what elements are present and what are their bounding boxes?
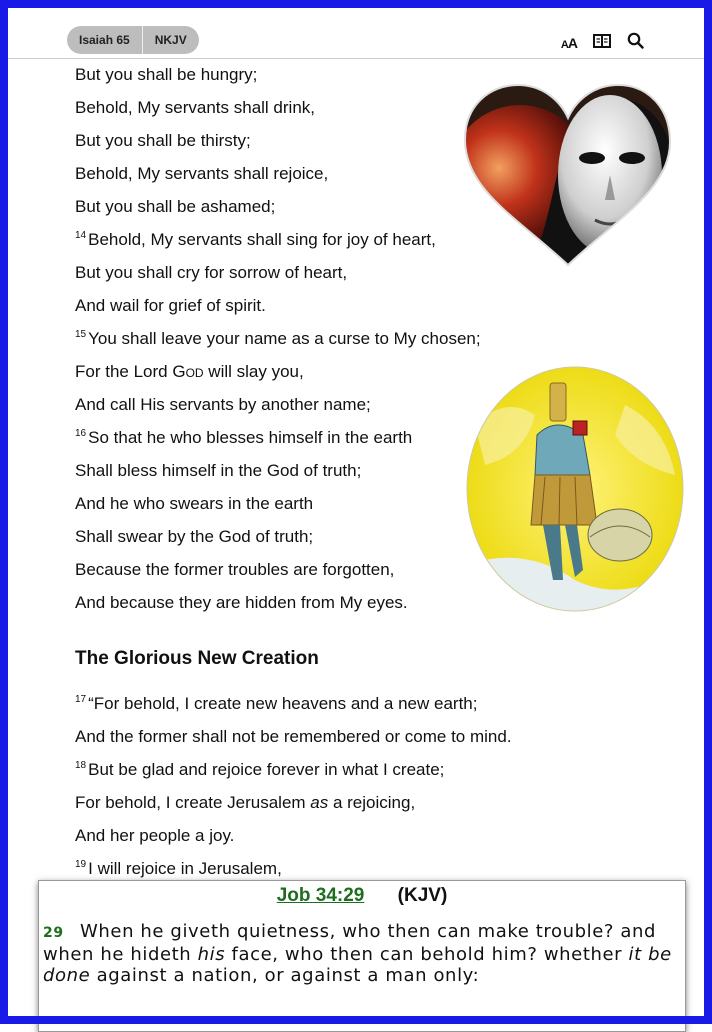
section-heading: The Glorious New Creation xyxy=(75,648,319,669)
verse-text: But you shall cry for sorrow of heart, xyxy=(75,263,348,282)
verse-text: Because the former troubles are forgotten, xyxy=(75,560,395,579)
text-size-icon[interactable]: AA xyxy=(560,34,577,51)
verse-number: 19 xyxy=(75,859,87,871)
verse-number: 14 xyxy=(75,230,87,242)
figure-medallion-image xyxy=(465,365,685,613)
version-button[interactable]: NKJV xyxy=(154,33,187,47)
kjv-text-segment: When he giveth quietness, who then can make trouble? and when he hideth xyxy=(43,921,657,965)
kjv-verse-card xyxy=(38,880,686,1032)
verse-text: But be glad and rejoice forever in what I create; xyxy=(88,760,445,779)
verse-text: Behold, My servants shall drink, xyxy=(75,98,315,117)
passage-selector[interactable] xyxy=(67,26,199,54)
verse-text: “For behold, I create new heavens and a new earth; xyxy=(88,694,478,713)
verse-line xyxy=(75,786,635,819)
verse-text: And her people a joy. xyxy=(75,826,235,845)
search-icon[interactable] xyxy=(627,32,644,53)
kjv-verse-text xyxy=(39,907,685,986)
verse-text: But you shall be hungry; xyxy=(75,65,258,84)
verse-text: I will rejoice in Jerusalem, xyxy=(88,859,282,878)
verse-number: 16 xyxy=(75,428,87,440)
verse-line xyxy=(75,819,635,852)
verse-number: 17 xyxy=(75,694,87,706)
verse-text: Behold, My servants shall sing for joy of heart, xyxy=(88,230,436,249)
spacer xyxy=(75,679,635,687)
verse-text: Shall swear by the God of truth; xyxy=(75,527,314,546)
verse-text: You shall leave your name as a curse to My chosen; xyxy=(88,329,481,348)
verse-text: So that he who blesses himself in the earth xyxy=(88,428,413,447)
kjv-card-title xyxy=(39,885,685,907)
verse-text: And because they are hidden from My eyes. xyxy=(75,593,408,612)
verse-text: For the Lord G xyxy=(75,362,186,381)
book-chapter-button[interactable]: Isaiah 65 xyxy=(79,33,130,47)
reader-toolbar xyxy=(8,8,704,59)
kjv-text-segment: face, who then can behold him? whether xyxy=(225,944,629,965)
verse-line-numbered xyxy=(75,753,635,786)
kjv-italic-text: his xyxy=(197,944,226,965)
verse-text: And he who swears in the earth xyxy=(75,494,314,513)
kjv-reference-link[interactable]: Job 34:29 xyxy=(276,885,365,906)
verse-line xyxy=(75,289,635,322)
verse-number: 15 xyxy=(75,329,87,341)
verse-text: Behold, My servants shall rejoice, xyxy=(75,164,329,183)
verse-text-continued: a rejoicing, xyxy=(328,793,416,812)
verse-number: 18 xyxy=(75,760,87,772)
verse-line xyxy=(75,720,635,753)
italic-text: as xyxy=(310,793,329,812)
heart-mask-image xyxy=(460,80,675,270)
verse-text: For behold, I create Jerusalem xyxy=(75,793,311,812)
kjv-version-label: (KJV) xyxy=(397,885,448,906)
verse-text-continued: will slay you, xyxy=(203,362,304,381)
verse-text: But you shall be thirsty; xyxy=(75,131,251,150)
verse-text: And wail for grief of spirit. xyxy=(75,296,266,315)
small-caps-text: od xyxy=(185,362,204,381)
verse-line-numbered xyxy=(75,687,635,720)
verse-line-numbered xyxy=(75,322,635,355)
kjv-verse-number: 29 xyxy=(43,925,64,941)
verse-text: And the former shall not be remembered or come to mind. xyxy=(75,727,512,746)
verse-text: And call His servants by another name; xyxy=(75,395,371,414)
toolbar-icons xyxy=(561,32,644,53)
verse-text: Shall bless himself in the God of truth; xyxy=(75,461,362,480)
kjv-italic-text: it be done xyxy=(43,944,672,986)
kjv-text-segment: against a nation, or against a man only: xyxy=(90,965,480,986)
book-icon[interactable] xyxy=(593,33,611,52)
verse-text: But you shall be ashamed; xyxy=(75,197,276,216)
